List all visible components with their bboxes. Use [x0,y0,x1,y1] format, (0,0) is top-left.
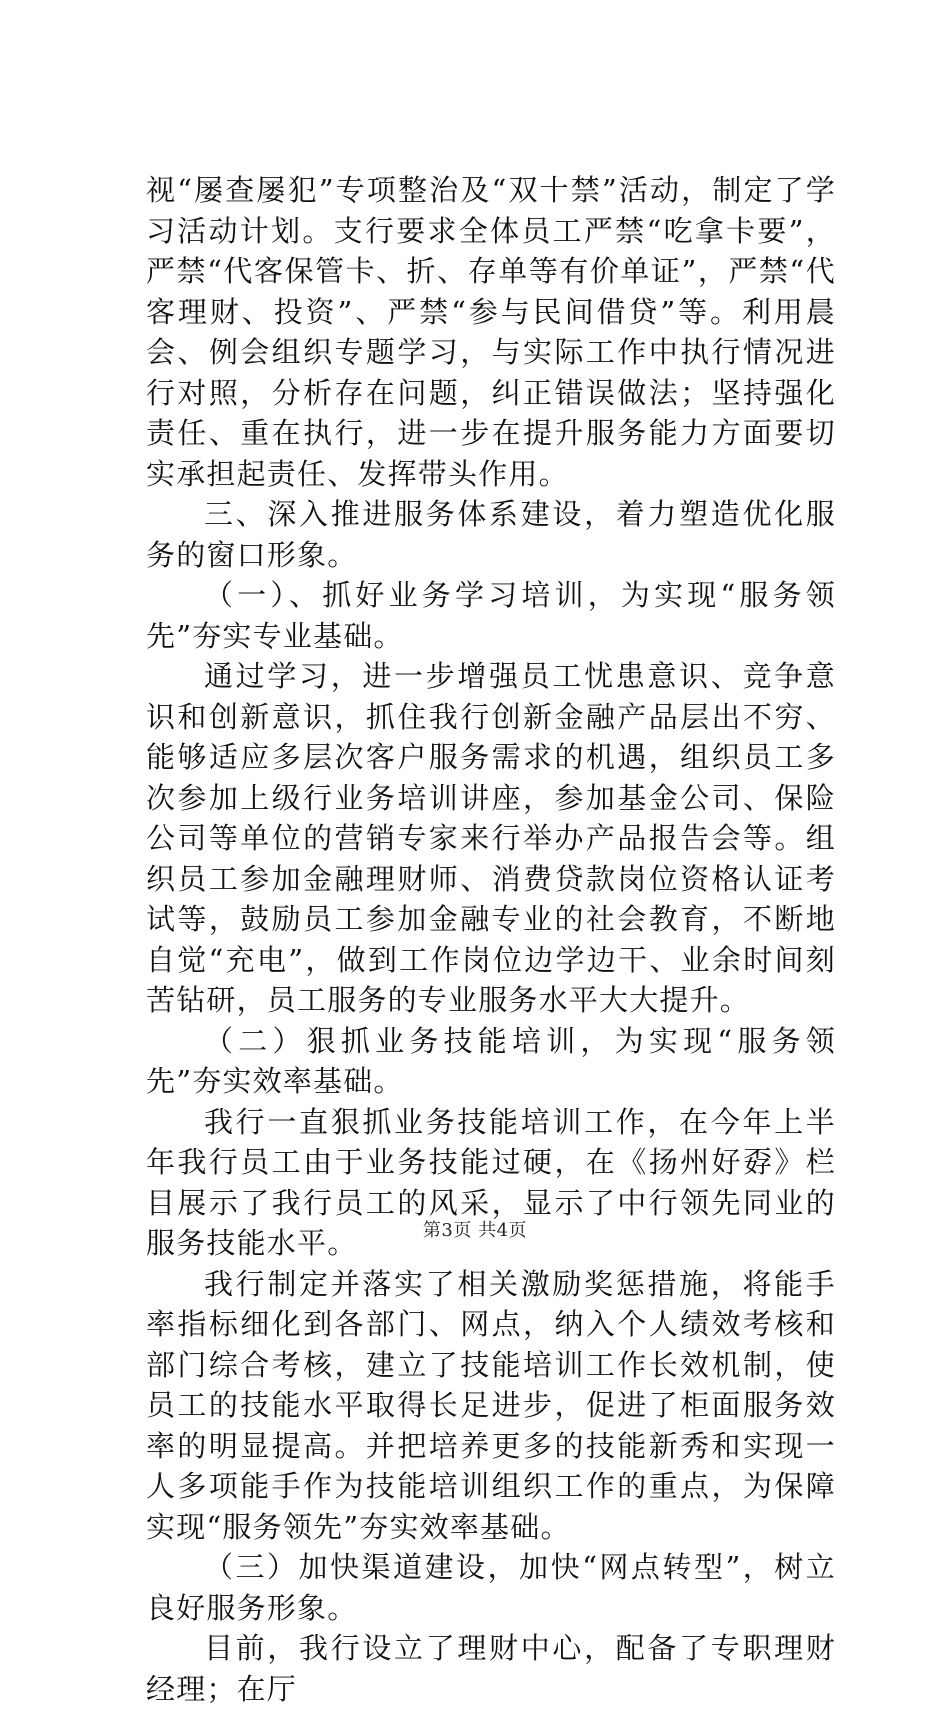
paragraph-channels: 目前，我行设立了理财中心，配备了专职理财经理；在厅 [146,1631,836,1706]
paragraph-continuation: 视“屡查屡犯”专项整治及“双十禁”活动，制定了学习活动计划。支行要求全体员工严禁“吃拿卡要”，严禁“代客保管卡、折、存单等有价单证”，严禁“代客理财、投资”、严禁“参与民间借贷”等。利用晨会、例会组织专题学习，与实际工作中执行情况进行对照，分析存在问题，纠正错误做法；坚持强化责任、重在执行，进一步在提升服务能力方面要切实承担起责任、发挥带头作用。 [146,173,836,491]
section-heading-3: 三、深入推进服务体系建设，着力塑造优化服务的窗口形象。 [146,497,836,572]
subheading-2: （二）狠抓业务技能培训，为实现“服务领先”夯实效率基础。 [146,1023,836,1098]
page-number-footer: 第3页 共4页 [422,1220,528,1241]
subheading-3: （三）加快渠道建设，加快“网点转型”，树立良好服务形象。 [146,1550,836,1625]
paragraph-training: 通过学习，进一步增强员工忧患意识、竞争意识和创新意识，抓住我行创新金融产品层出不穷、能够适应多层次客户服务需求的机遇，组织员工多次参加上级行业务培训讲座，参加基金公司、保险公司等单位的营销专家来行举办产品报告会等。组织员工参加金融理财师、消费贷款岗位资格认证考试等，鼓励员工参加金融专业的社会教育，不断地自觉“充电”，做到工作岗位边学边干、业余时间刻苦钻研，员工服务的专业服务水平大大提升。 [146,659,836,1017]
paragraph-incentives: 我行制定并落实了相关激励奖惩措施，将能手率指标细化到各部门、网点，纳入个人绩效考核和部门综合考核，建立了技能培训工作长效机制，使员工的技能水平取得长足进步，促进了柜面服务效率的明显提高。并把培养更多的技能新秀和实现一人多项能手作为技能培训组织工作的重点，为保障实现“服务领先”夯实效率基础。 [146,1266,836,1544]
document-body [146,170,836,1709]
subheading-1: （一）、抓好业务学习培训，为实现“服务领先”夯实专业基础。 [146,578,836,653]
paragraph-skills: 我行一直狠抓业务技能培训工作，在今年上半年我行员工由于业务技能过硬，在《扬州好孬》栏目展示了我行员工的风采，显示了中行领先同业的服务技能水平。 [146,1104,836,1260]
